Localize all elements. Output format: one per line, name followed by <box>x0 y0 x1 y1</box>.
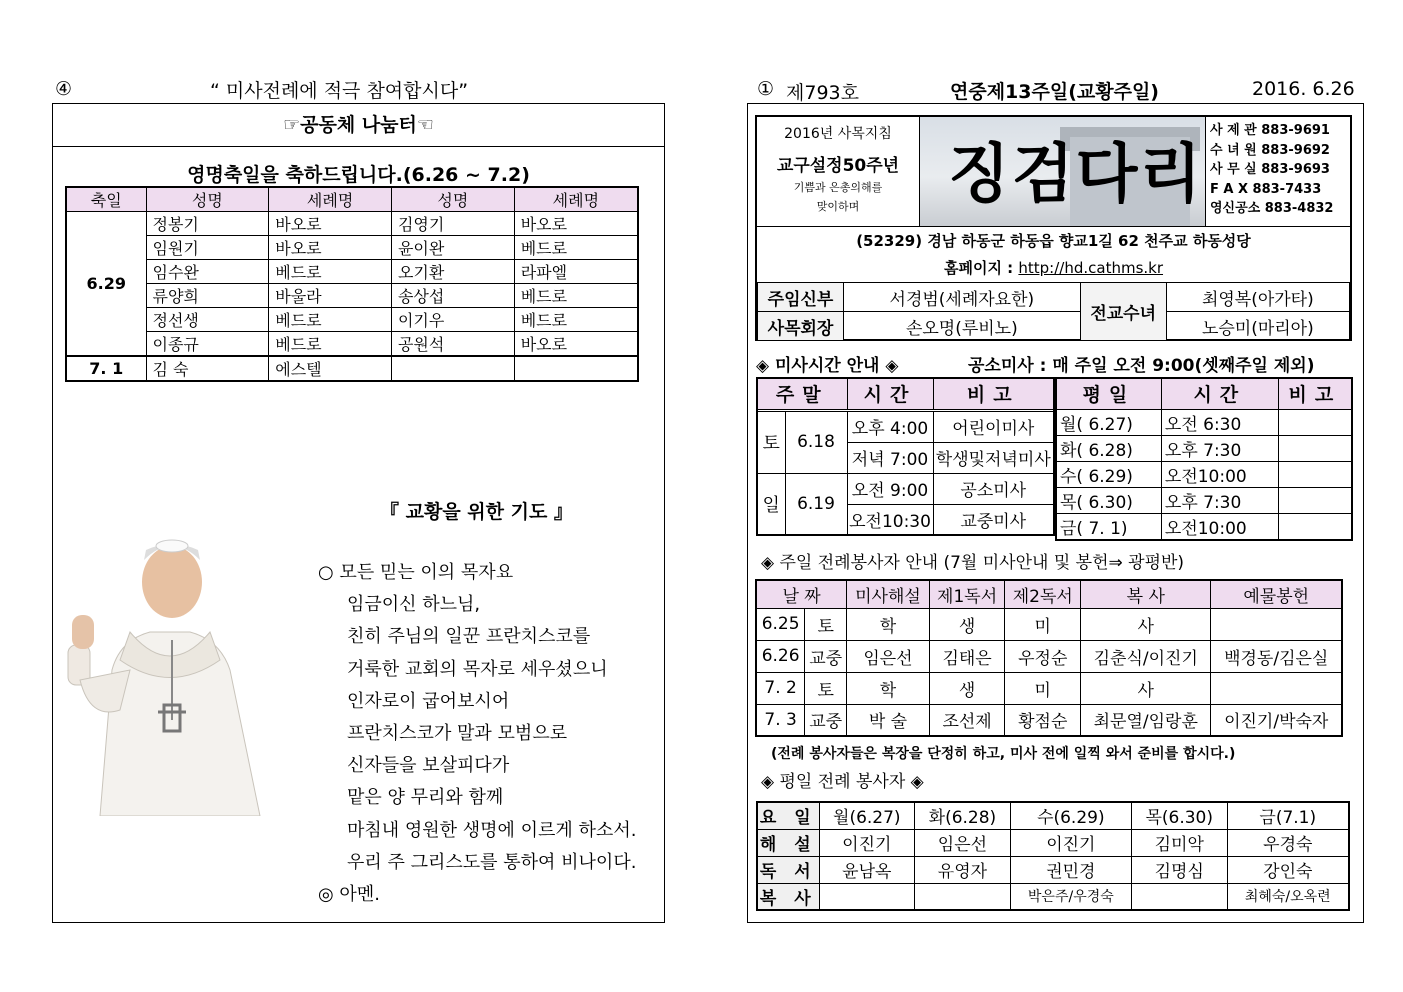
table-cell: 교중 <box>805 704 847 736</box>
sunday-server-table <box>755 579 1343 737</box>
table-cell: 이진기 <box>819 829 915 856</box>
sunday-server-heading: ◈ 주일 전례봉사자 안내 (7월 미사안내 및 봉헌⇒ 광평반) <box>761 553 1185 573</box>
table-cell <box>391 356 514 381</box>
table-cell: 송상섭 <box>391 284 514 308</box>
table-cell: 황점순 <box>1005 704 1081 736</box>
feast-header-name: 성명 <box>146 187 269 212</box>
prayer-line: 인자로이 굽어보시어 <box>347 690 510 712</box>
table-cell: 학 <box>847 672 930 704</box>
prayer-line: 임금이신 하느님, <box>347 594 481 616</box>
row-label: 복 사 <box>757 883 819 910</box>
prayer-line: 마침내 영원한 생명에 이르게 하소서. <box>347 819 637 841</box>
table-row <box>1056 461 1352 487</box>
table-row <box>756 704 1342 736</box>
table-cell: 권민경 <box>1010 856 1131 883</box>
server-header: 복 사 <box>1081 580 1211 608</box>
prayer-line: 친히 주님의 일꾼 프란치스코를 <box>347 626 591 648</box>
table-cell: 임수완 <box>146 260 269 284</box>
weekday-date: 금( 7. 1) <box>1056 513 1161 540</box>
table-cell: 생 <box>929 608 1005 640</box>
table-cell: 7. 3 <box>756 704 805 736</box>
weekday-date: 화( 6.28) <box>1056 435 1161 461</box>
bulletin-name: 징검다리 <box>948 137 1204 212</box>
table-row <box>756 608 1342 640</box>
mass-note <box>1278 409 1352 435</box>
page-number: ① <box>757 78 775 100</box>
prayer-line: 신자들을 보살피다가 <box>347 755 510 777</box>
table-cell: 우정순 <box>1005 640 1081 672</box>
table-row <box>66 260 638 284</box>
table-row <box>757 829 1349 856</box>
table-cell: 바오로 <box>269 212 392 236</box>
server-header: 미사해설 <box>847 580 930 608</box>
weekend-day: 일 <box>757 473 785 535</box>
pastoral-subtitle: 기쁨과 은총의해를 <box>793 181 883 194</box>
weekday-date: 월( 6.27) <box>1056 409 1161 435</box>
feast-day-table <box>65 186 639 382</box>
prayer-line: 프란치스코가 말과 모범으로 <box>347 723 568 745</box>
mass-note <box>1278 513 1352 540</box>
contact-item: 수 녀 원 883-9692 <box>1210 142 1330 158</box>
table-cell: 이진기/박숙자 <box>1211 704 1342 736</box>
server-header: 날 짜 <box>756 580 847 608</box>
server-note: (전례 봉사자들은 복장을 단정히 하고, 미사 전에 일찍 와서 준비를 합시다.) <box>771 746 1236 762</box>
sister-name: 노승미(마리아) <box>1166 312 1349 341</box>
homepage-link[interactable]: http://hd.cathms.kr <box>1018 259 1164 277</box>
time-header: 시간 <box>847 378 933 409</box>
staff-table <box>757 282 1350 341</box>
table-cell: 베드로 <box>514 236 638 260</box>
feast-date: 6.29 <box>66 212 146 357</box>
table-row <box>1056 435 1352 461</box>
table-cell: 수(6.29) <box>1010 802 1131 829</box>
table-row <box>66 356 638 381</box>
table-cell: 윤이완 <box>391 236 514 260</box>
table-cell: 이종규 <box>146 332 269 357</box>
table-cell: 사 <box>1081 672 1211 704</box>
weekend-header: 주말 <box>757 378 847 409</box>
table-cell <box>1211 608 1342 640</box>
table-cell: 베드로 <box>514 308 638 332</box>
note-header: 비고 <box>933 378 1054 409</box>
table-cell <box>1131 883 1227 910</box>
table-cell: 6.25 <box>756 608 805 640</box>
prayer-title: 『 교황을 위한 기도 』 <box>380 501 573 523</box>
table-cell: 박 술 <box>847 704 930 736</box>
weekday-mass-table <box>1055 377 1353 541</box>
row-label: 요 일 <box>757 802 819 829</box>
table-cell: 7. 2 <box>756 672 805 704</box>
prayer-line: ◎ 아멘. <box>318 884 380 906</box>
weekend-date: 6.18 <box>785 411 847 473</box>
table-cell <box>514 356 638 381</box>
table-cell: 김영기 <box>391 212 514 236</box>
table-cell <box>819 883 915 910</box>
row-label: 독 서 <box>757 856 819 883</box>
table-cell: 생 <box>929 672 1005 704</box>
prayer-line: ○ 모든 믿는 이의 목자요 <box>318 562 514 583</box>
table-cell: 윤남옥 <box>819 856 915 883</box>
table-cell: 화(6.28) <box>915 802 1011 829</box>
table-cell: 오기환 <box>391 260 514 284</box>
issue-date: 2016. 6.26 <box>1252 78 1355 100</box>
homepage-label: 홈페이지 : <box>943 259 1019 277</box>
table-cell: 공원석 <box>391 332 514 357</box>
contact-item: 영신공소 883-4832 <box>1210 201 1334 216</box>
weekend-date: 6.19 <box>785 473 847 535</box>
table-cell: 백경동/김은실 <box>1211 640 1342 672</box>
table-cell: 베드로 <box>514 284 638 308</box>
table-cell: 이기우 <box>391 308 514 332</box>
table-row <box>66 236 638 260</box>
time-header: 시간 <box>1161 378 1278 409</box>
mass-time: 오전 9:00 <box>847 473 933 504</box>
feast-header-baptismal: 세례명 <box>269 187 392 212</box>
weekday-date: 수( 6.29) <box>1056 461 1161 487</box>
table-cell: 임은선 <box>847 640 930 672</box>
table-cell: 김 숙 <box>146 356 269 381</box>
weekday-date: 목( 6.30) <box>1056 487 1161 513</box>
council-name: 손오명(루비노) <box>844 312 1081 341</box>
feast-header-name: 성명 <box>391 187 514 212</box>
mass-time: 저녁 7:00 <box>847 442 933 473</box>
pastoral-year: 2016년 사목지침 <box>784 126 892 142</box>
mass-time: 오전10:30 <box>847 504 933 535</box>
server-header: 예물봉헌 <box>1211 580 1342 608</box>
sister-name: 최영복(아가타) <box>1166 283 1349 312</box>
slogan: “ 미사전례에 적극 참여합시다” <box>210 80 469 102</box>
mass-note: 학생및저녁미사 <box>933 442 1054 473</box>
weekend-day: 토 <box>757 411 785 473</box>
table-cell: 이진기 <box>1010 829 1131 856</box>
table-cell: 정선생 <box>146 308 269 332</box>
table-row <box>757 411 1054 442</box>
mass-note <box>1278 487 1352 513</box>
mass-time: 오후 4:00 <box>847 411 933 442</box>
mass-time: 오전10:00 <box>1161 513 1278 540</box>
table-cell: 6.26 <box>756 640 805 672</box>
table-cell: 박은주/우경숙 <box>1010 883 1131 910</box>
table-cell: 최혜숙/오옥련 <box>1227 883 1349 910</box>
council-label: 사목회장 <box>758 312 844 341</box>
prayer-line: 거룩한 교회의 목자로 세우셨으니 <box>347 658 608 680</box>
sunday-title: 연중제13주일(교황주일) <box>950 81 1159 103</box>
mass-time: 오후 7:30 <box>1161 435 1278 461</box>
table-cell: 미 <box>1005 672 1081 704</box>
pope-photo <box>60 520 278 816</box>
table-cell: 바울라 <box>269 284 392 308</box>
table-row <box>756 672 1342 704</box>
table-row <box>1056 487 1352 513</box>
mission-mass-note: 공소미사 : 매 주일 오전 9:00(셋째주일 제외) <box>968 356 1315 376</box>
pastoral-anniversary: 교구설정50주년 <box>776 156 900 176</box>
table-cell: 베드로 <box>269 332 392 357</box>
table-cell: 바오로 <box>514 332 638 357</box>
prayer-line: 맡은 양 무리와 함께 <box>347 787 504 809</box>
table-cell: 토 <box>805 608 847 640</box>
contact-list <box>1205 117 1350 227</box>
weekend-mass-table <box>756 377 1055 536</box>
page-number: ④ <box>55 78 73 100</box>
section-title: ☞공동체 나눔터☜ <box>53 104 664 147</box>
contact-item: F A X 883-7433 <box>1210 181 1322 197</box>
row-label: 해 설 <box>757 829 819 856</box>
table-cell: 학 <box>847 608 930 640</box>
table-cell: 김태은 <box>929 640 1005 672</box>
table-cell: 베드로 <box>269 260 392 284</box>
weekday-server-heading: ◈ 평일 전례 봉사자 ◈ <box>761 772 924 792</box>
table-cell: 금(7.1) <box>1227 802 1349 829</box>
feast-header-baptismal: 세례명 <box>514 187 638 212</box>
table-cell: 정봉기 <box>146 212 269 236</box>
pastoral-subtitle: 맞이하며 <box>816 200 860 213</box>
table-cell: 유영자 <box>915 856 1011 883</box>
table-cell: 바오로 <box>269 236 392 260</box>
table-row <box>757 856 1349 883</box>
feast-header-date: 축일 <box>66 187 146 212</box>
bulletin-banner <box>920 117 1205 227</box>
table-cell: 토 <box>805 672 847 704</box>
table-cell: 임원기 <box>146 236 269 260</box>
contact-item: 사 제 관 883-9691 <box>1210 123 1330 138</box>
table-row <box>66 212 638 236</box>
weekday-header: 평일 <box>1056 378 1161 409</box>
pastor-label: 주임신부 <box>758 283 844 312</box>
table-cell <box>1211 672 1342 704</box>
table-cell: 임은선 <box>915 829 1011 856</box>
church-address: (52329) 경남 하동군 하동읍 향교1길 62 천주교 하동성당 <box>856 232 1251 250</box>
table-cell: 라파엘 <box>514 260 638 284</box>
table-cell: 김춘식/이진기 <box>1081 640 1211 672</box>
table-cell: 류양희 <box>146 284 269 308</box>
table-cell: 김미악 <box>1131 829 1227 856</box>
table-row <box>757 473 1054 504</box>
prayer-text <box>318 557 636 911</box>
feast-date: 7. 1 <box>66 356 146 381</box>
server-header: 제1독서 <box>929 580 1005 608</box>
sisters-label: 전교수녀 <box>1080 283 1166 341</box>
table-cell: 조선제 <box>929 704 1005 736</box>
mass-time: 오전 6:30 <box>1161 409 1278 435</box>
feast-heading: 영명축일을 축하드립니다.(6.26 ~ 7.2) <box>187 164 530 186</box>
table-cell: 우경숙 <box>1227 829 1349 856</box>
homepage <box>757 257 1350 278</box>
table-row <box>66 284 638 308</box>
table-row <box>757 883 1349 910</box>
table-cell: 목(6.30) <box>1131 802 1227 829</box>
contact-item: 사 무 실 883-9693 <box>1210 162 1330 177</box>
mass-note: 어린이미사 <box>933 411 1054 442</box>
weekday-server-table <box>756 801 1350 911</box>
table-cell: 에스텔 <box>269 356 392 381</box>
table-row <box>66 308 638 332</box>
prayer-line: 우리 주 그리스도를 통하여 비나이다. <box>347 851 637 873</box>
table-row <box>757 802 1349 829</box>
table-cell: 김명심 <box>1131 856 1227 883</box>
server-header: 제2독서 <box>1005 580 1081 608</box>
pastor-name: 서경범(세례자요한) <box>844 283 1081 312</box>
mass-time: 오전10:00 <box>1161 461 1278 487</box>
table-cell: 사 <box>1081 608 1211 640</box>
table-cell: 교중 <box>805 640 847 672</box>
table-row <box>1056 409 1352 435</box>
note-header: 비고 <box>1278 378 1352 409</box>
pastoral-guideline <box>757 117 920 227</box>
table-cell: 베드로 <box>269 308 392 332</box>
table-row <box>756 640 1342 672</box>
mass-note: 교중미사 <box>933 504 1054 535</box>
table-row <box>66 332 638 357</box>
table-cell: 월(6.27) <box>819 802 915 829</box>
mass-time: 오후 7:30 <box>1161 487 1278 513</box>
mass-note <box>1278 435 1352 461</box>
table-cell <box>915 883 1011 910</box>
issue-number: 제793호 <box>786 82 859 104</box>
table-cell: 최문열/임랑훈 <box>1081 704 1211 736</box>
table-row <box>1056 513 1352 540</box>
table-cell: 강인숙 <box>1227 856 1349 883</box>
table-cell: 미 <box>1005 608 1081 640</box>
masthead <box>755 115 1352 341</box>
mass-note: 공소미사 <box>933 473 1054 504</box>
table-cell: 바오로 <box>514 212 638 236</box>
mass-schedule-heading: ◈ 미사시간 안내 ◈ <box>756 356 899 376</box>
mass-note <box>1278 461 1352 487</box>
